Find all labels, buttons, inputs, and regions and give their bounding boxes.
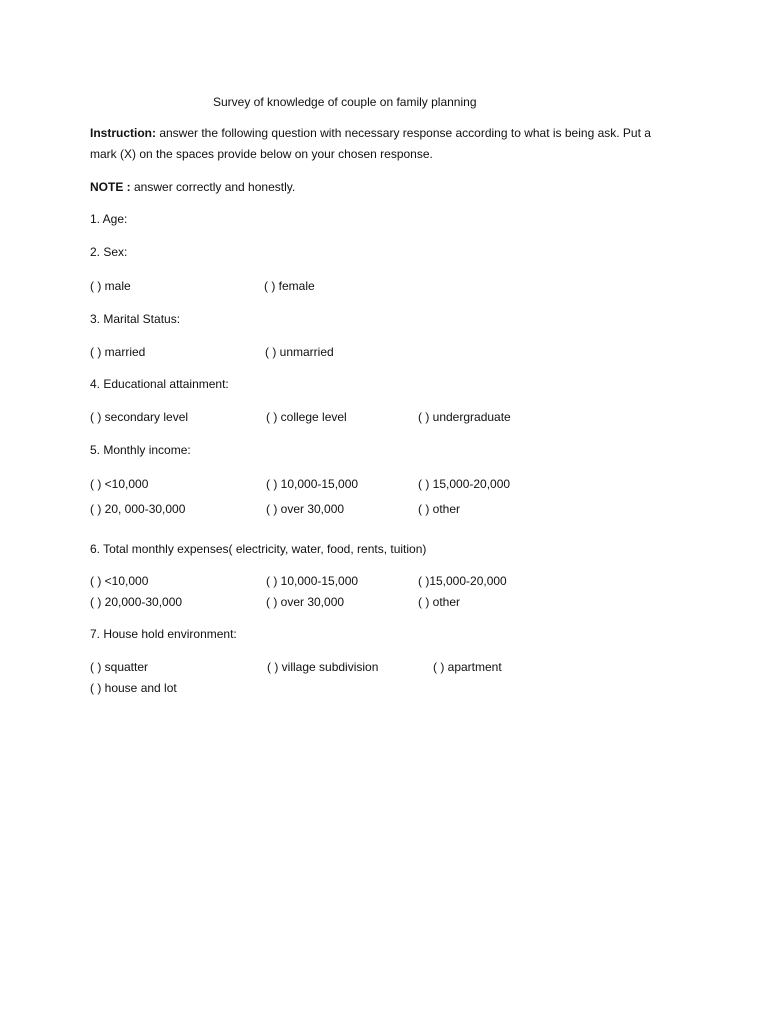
question-sex: 2. Sex: — [90, 245, 128, 259]
option-expenses-15000-20000: ( )15,000-20,000 — [418, 574, 507, 588]
option-income-15000-20000: ( ) 15,000-20,000 — [418, 477, 511, 491]
option-squatter: ( ) squatter — [90, 660, 149, 674]
instruction-line-1 — [90, 126, 651, 140]
question-age: 1. Age: — [90, 212, 128, 226]
option-house-and-lot: ( ) house and lot — [90, 681, 177, 695]
option-female: ( ) female — [264, 279, 315, 293]
option-male: ( ) male — [90, 279, 131, 293]
option-expenses-other: ( ) other — [418, 595, 461, 609]
option-expenses-20000-30000: ( ) 20,000-30,000 — [90, 595, 183, 609]
option-income-10000-15000: ( ) 10,000-15,000 — [266, 477, 359, 491]
note-text: answer correctly and honestly. — [130, 180, 296, 194]
question-marital-status: 3. Marital Status: — [90, 312, 181, 326]
option-apartment: ( ) apartment — [433, 660, 502, 674]
question-household-environment: 7. House hold environment: — [90, 627, 237, 641]
option-college-level: ( ) college level — [266, 410, 347, 424]
question-monthly-expenses: 6. Total monthly expenses( electricity, water, food, rents, tuition) — [90, 542, 427, 556]
option-income-under-10000: ( ) <10,000 — [90, 477, 149, 491]
survey-title: Survey of knowledge of couple on family planning — [213, 95, 477, 109]
option-unmarried: ( ) unmarried — [265, 345, 334, 359]
question-monthly-income: 5. Monthly income: — [90, 443, 191, 457]
instruction-text: answer the following question with necessary response according to what is being ask. Put a — [156, 126, 651, 140]
note-line — [90, 180, 295, 194]
option-married: ( ) married — [90, 345, 146, 359]
option-expenses-under-10000: ( ) <10,000 — [90, 574, 149, 588]
option-secondary-level: ( ) secondary level — [90, 410, 189, 424]
note-label: NOTE : — [90, 180, 131, 194]
option-expenses-10000-15000: ( ) 10,000-15,000 — [266, 574, 359, 588]
option-income-20000-30000: ( ) 20, 000-30,000 — [90, 502, 186, 516]
option-income-other: ( ) other — [418, 502, 461, 516]
instruction-label: Instruction: — [90, 126, 156, 140]
question-education: 4. Educational attainment: — [90, 377, 229, 391]
option-village-subdivision: ( ) village subdivision — [267, 660, 379, 674]
option-undergraduate: ( ) undergraduate — [418, 410, 511, 424]
option-income-over-30000: ( ) over 30,000 — [266, 502, 345, 516]
instruction-line-2: mark (X) on the spaces provide below on your chosen response. — [90, 147, 433, 161]
option-expenses-over-30000: ( ) over 30,000 — [266, 595, 345, 609]
